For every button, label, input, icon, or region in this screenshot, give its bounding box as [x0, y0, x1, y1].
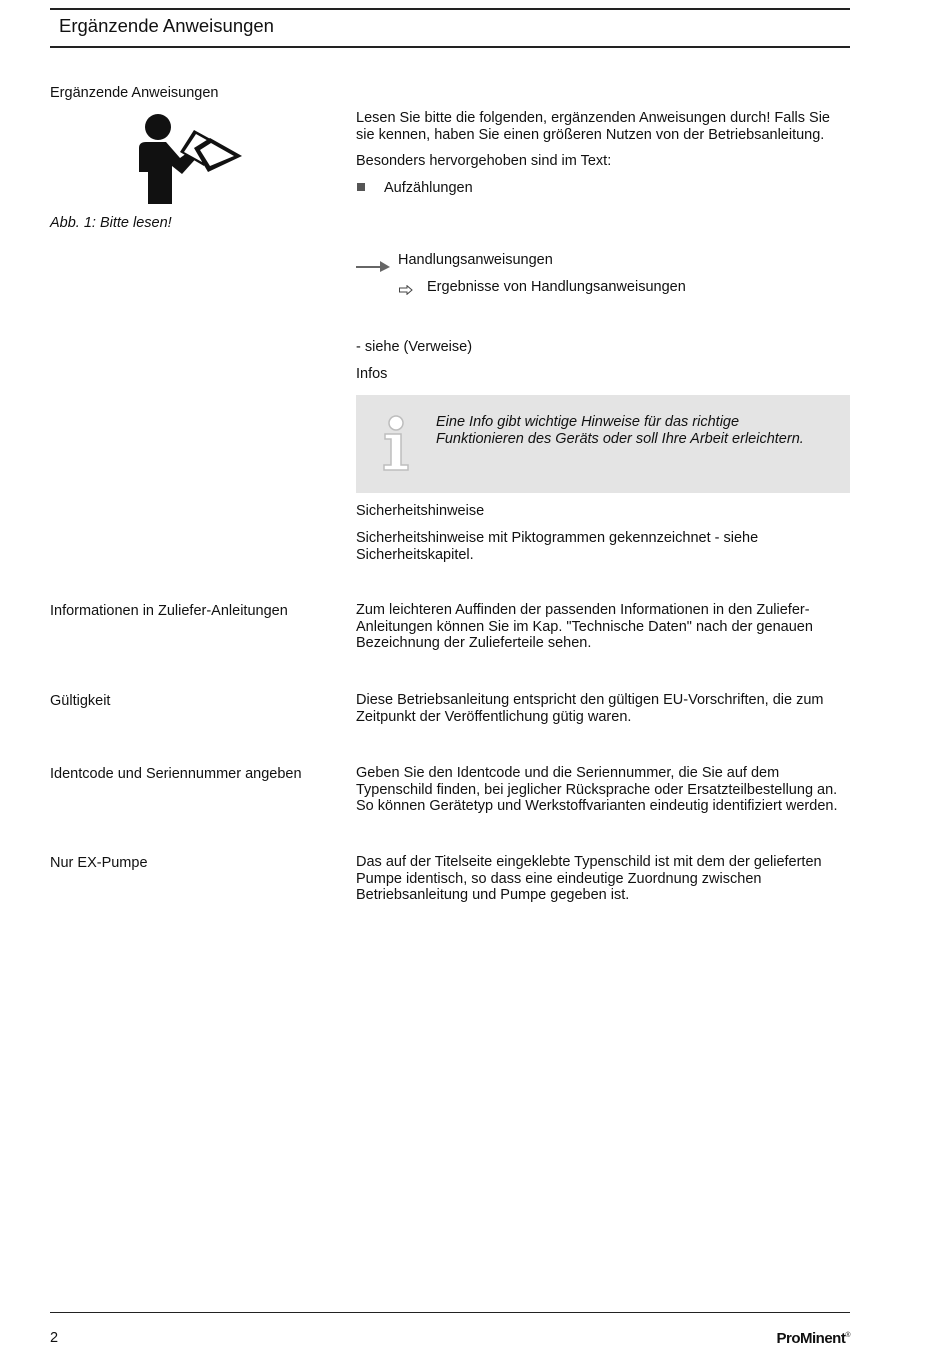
result-arrow-icon — [399, 285, 413, 295]
reference-text: - siehe (Verweise) — [356, 339, 473, 355]
bullet-item: Aufzählungen — [384, 180, 473, 196]
footer-rule — [50, 1312, 850, 1313]
section-label-zuliefer: Informationen in Zuliefer-Anleitungen — [50, 603, 288, 619]
section-text-identcode: Geben Sie den Identcode und die Seriennummer, die Sie auf dem Typenschild finden, bei jeglicher Rücksprache oder Ersatzteilbestellung an. So können Gerätetyp und Werkstoffvarianten eindeutig identifiziert werden. — [356, 765, 838, 814]
prominent-logo — [776, 1330, 850, 1347]
info-box — [356, 395, 850, 493]
infos-heading: Infos — [356, 366, 388, 382]
instruction-arrow-icon — [356, 258, 390, 272]
bullet-square-icon — [357, 183, 365, 191]
safety-text: Sicherheitshinweise mit Piktogrammen gekennzeichnet - siehe Sicherheitskapitel. — [356, 530, 759, 563]
page-title: Ergänzende Anweisungen — [59, 15, 274, 36]
header-top-rule — [50, 8, 850, 10]
info-text: Eine Info gibt wichtige Hinweise für das richtige Funktionieren des Geräts oder soll Ihre Arbeit erleichtern. — [436, 414, 804, 447]
result-item: Ergebnisse von Handlungsanweisungen — [427, 279, 686, 295]
section-label-gueltigkeit: Gültigkeit — [50, 693, 111, 709]
reading-person-icon — [136, 112, 244, 204]
section-label-intro: Ergänzende Anweisungen — [50, 85, 219, 101]
registered-mark: ® — [845, 1332, 850, 1339]
instruction-item: Handlungsanweisungen — [398, 252, 553, 268]
logo-text: ProMinent — [776, 1330, 846, 1347]
info-icon — [380, 415, 412, 471]
intro-paragraph: Lesen Sie bitte die folgenden, ergänzenden Anweisungen durch! Falls Sie sie kennen, haben Sie einen größeren Nutzen von der Betriebsanleitung. — [356, 110, 830, 143]
section-label-ex-pumpe: Nur EX-Pumpe — [50, 855, 148, 871]
section-text-zuliefer: Zum leichteren Auffinden der passenden Informationen in den Zuliefer-Anleitungen können Sie im Kap. "Technische Daten" nach der genauen Bezeichnung der Zulieferteile sehen. — [356, 602, 813, 651]
highlight-intro: Besonders hervorgehoben sind im Text: — [356, 153, 612, 169]
section-text-gueltigkeit: Diese Betriebsanleitung entspricht den gültigen EU-Vorschriften, die zum Zeitpunkt der Veröffentlichung gütig waren. — [356, 692, 824, 725]
section-label-identcode: Identcode und Seriennummer angeben — [50, 766, 302, 782]
page-number: 2 — [50, 1330, 59, 1346]
header-bottom-rule — [50, 46, 850, 48]
figure-caption: Abb. 1: Bitte lesen! — [50, 215, 172, 231]
safety-heading: Sicherheitshinweise — [356, 503, 485, 519]
section-text-ex-pumpe: Das auf der Titelseite eingeklebte Typenschild ist mit dem der gelieferten Pumpe identisch, so dass eine eindeutige Zuordnung zwischen Betriebsanleitung und Pumpe gegeben ist. — [356, 854, 822, 903]
